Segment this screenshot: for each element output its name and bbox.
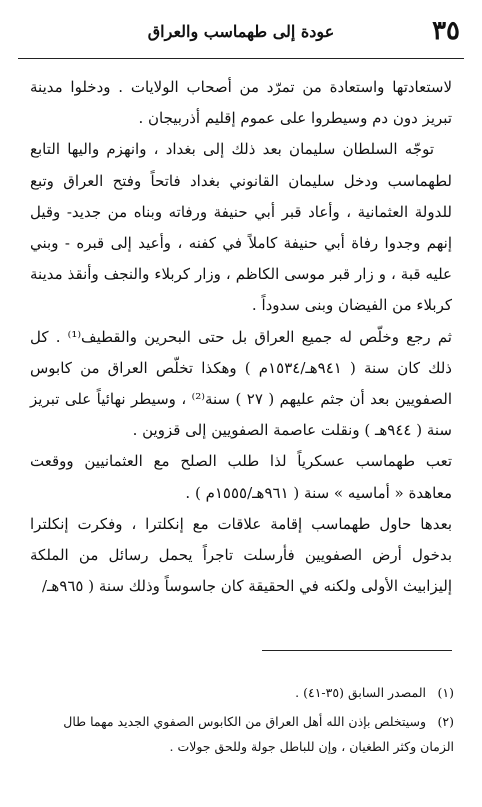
footnote-1 (30, 680, 454, 705)
footnote-text: وسيتخلص بإذن الله أهل العراق من الكابوس الصفوي الجديد مهما طال الزمان وكثر الطغيان ، وإن للباطل جولة وللحق جولات . (63, 714, 454, 754)
paragraph-3: ثم رجع وخلّص له جميع العراق بل حتى البحرين والقطيف⁽¹⁾ . كل ذلك كان سنة ( ٩٤١هـ/١٥٣٤م ) وهكذا تخلّص العراق من كابوس الصفويين بعد أن جثم عليهم ( ٢٧ ) سنة⁽²⁾ ، وسيطر نهائياً على تبريز سنة ( ٩٤٤هـ ) ونقلت عاصمة الصفويين إلى قزوين . (30, 327, 452, 440)
running-title: عودة إلى طهماسب والعراق (147, 22, 335, 41)
footnote-text: المصدر السابق (٣٥-٤١) . (295, 685, 427, 700)
page-number: ٣٥ (432, 16, 460, 46)
footnote-number: (١) (437, 685, 454, 700)
paragraph-2: توجّه السلطان سليمان بعد ذلك إلى بغداد ، وانهزم واليها التابع لطهماسب ودخل سليمان القانوني بغداد فاتحاً وفتح العراق وتبع للدولة العثمانية ، وأعاد قبر أبي حنيفة ورفاته وبناه من جديد- وقيل إنهم وجدوا رفاة أبي حنيفة كاملاً في كفنه ، وأعيد إلى قبره - وبني عليه قبة ، و زار قبر موسى الكاظم ، وزار كربلاء والنجف وأنقذ مدينة كربلاء من الفيضان وبنى سدوداً . (30, 140, 452, 315)
paragraph-5: بعدها حاول طهماسب إقامة علاقات مع إنكلترا ، وفكرت إنكلترا بدخول أرض الصفويين فأرسلت تاجراً يحمل رسائل من الملكة إليزابيث الأولى ولكنه في الحقيقة كان جاسوساً وذلك سنة ( ٩٦٥هـ/ (30, 514, 452, 596)
footnotes (30, 680, 454, 763)
footnote-2 (30, 709, 454, 759)
page-header (18, 14, 464, 59)
footnote-divider (262, 650, 452, 651)
paragraph-1: لاستعادتها واستعادة من تمرّد من أصحاب الولايات . ودخلوا مدينة تبريز دون دم وسيطروا على عموم إقليم أذربيجان . (30, 78, 452, 128)
footnote-number: (٢) (437, 714, 454, 729)
paragraph-4: تعب طهماسب عسكرياً لذا طلب الصلح مع العثمانيين ووقعت معاهدة « أماسيه » سنة ( ٩٦١هـ/١٥٥٥م ) . (30, 452, 452, 502)
body-text (30, 72, 452, 602)
